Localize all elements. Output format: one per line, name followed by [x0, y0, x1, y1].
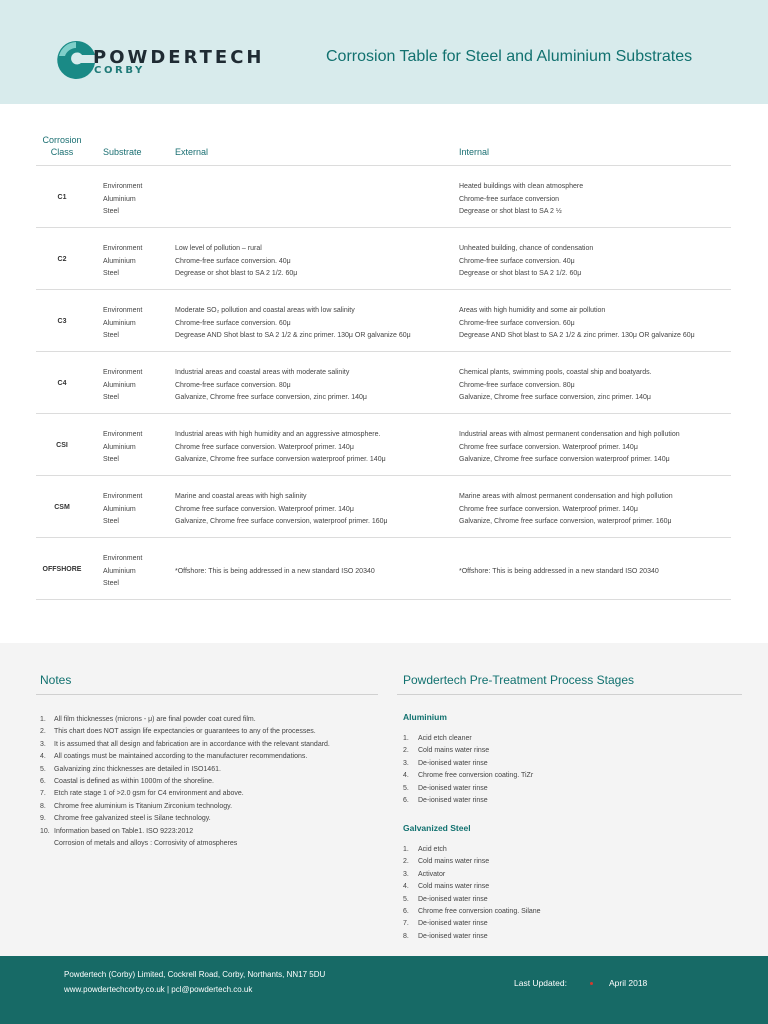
external-text: Low level of pollution – rural	[175, 245, 262, 252]
substrate-cell	[103, 553, 142, 591]
stage-text: De-ionised water rinse	[418, 759, 488, 767]
stages-title: Powdertech Pre-Treatment Process Stages	[403, 673, 634, 687]
substrate-label: Environment	[103, 555, 143, 562]
internal-cell	[459, 491, 731, 529]
internal-text: Chrome-free surface conversion. 80μ	[459, 381, 575, 389]
substrate-label: Aluminium	[103, 195, 136, 203]
list-item	[403, 931, 541, 943]
note-number: 8.	[40, 802, 46, 810]
note-number	[40, 838, 42, 850]
external-cell	[175, 305, 455, 343]
external-text: Moderate SO₂ pollution and coastal areas with low salinity	[175, 307, 355, 314]
external-text: Chrome-free surface conversion. 60μ	[175, 319, 291, 327]
internal-text: Galvanize, Chrome free surface conversion waterproof primer. 140μ	[459, 456, 670, 463]
internal-cell	[459, 367, 731, 405]
substrate-label: Aluminium	[103, 319, 136, 327]
corrosion-class: C1	[57, 194, 67, 201]
external-text: Marine and coastal areas with high salinity	[175, 493, 307, 500]
list-item	[403, 733, 533, 745]
stage-number: 3.	[403, 870, 409, 878]
logo-mark-icon	[55, 39, 97, 81]
stage-text: Chrome free conversion coating. TiZr	[418, 772, 534, 780]
galvanized-heading: Galvanized Steel	[403, 823, 471, 833]
list-item	[403, 770, 533, 782]
list-item	[403, 906, 541, 918]
stage-number: 7.	[403, 920, 409, 928]
note-text: It is assumed that all design and fabrication are in accordance with the relevant standard.	[54, 740, 330, 748]
list-item	[40, 739, 370, 751]
substrate-cell	[103, 181, 142, 219]
list-item	[403, 856, 541, 868]
stage-text: Cold mains water rinse	[418, 858, 490, 866]
internal-text: Areas with high humidity and some air pollution	[459, 307, 606, 314]
note-number: 7.	[40, 790, 46, 798]
note-number: 5.	[40, 765, 46, 773]
logo-wordmark: POWDERTECH	[93, 47, 265, 68]
stage-text: Activator	[418, 870, 446, 878]
list-item	[40, 801, 370, 813]
list-item	[40, 776, 370, 788]
internal-text: Chrome free surface conversion. Waterproof primer. 140μ	[459, 505, 638, 513]
notes-title: Notes	[40, 673, 72, 687]
substrate-cell	[103, 429, 142, 467]
stage-text: Cold mains water rinse	[418, 747, 490, 755]
stage-text: De-ionised water rinse	[418, 784, 488, 792]
internal-text: Degrease or shot blast to SA 2 ½	[459, 208, 562, 215]
corrosion-table	[36, 128, 731, 600]
external-text	[175, 206, 455, 219]
list-item	[40, 764, 370, 776]
external-text: Galvanize, Chrome free surface conversion, waterproof primer. 160μ	[175, 518, 388, 525]
substrate-label: Environment	[103, 245, 143, 252]
note-text: Chrome free aluminium is Titanium Zirconium technology.	[54, 802, 233, 810]
list-item	[40, 726, 370, 738]
page-header	[0, 0, 768, 104]
list-item	[403, 795, 533, 807]
substrate-label: Steel	[103, 208, 119, 215]
internal-text	[459, 578, 731, 591]
galvanized-stages-list	[403, 844, 541, 943]
list-item	[403, 881, 541, 893]
internal-text: Chrome-free surface conversion. 40μ	[459, 257, 575, 265]
note-text: All film thicknesses (microns - μ) are final powder coat cured film.	[54, 716, 256, 723]
external-text: Galvanize, Chrome free surface conversion, zinc primer. 140μ	[175, 394, 367, 401]
substrate-cell	[103, 491, 142, 529]
external-cell	[175, 181, 455, 219]
header-class-line1: Corrosion	[42, 135, 82, 145]
note-text: This chart does NOT assign life expectancies or guarantees to any of the processes.	[54, 728, 316, 736]
substrate-label: Environment	[103, 369, 143, 376]
list-item	[403, 869, 541, 881]
list-item	[403, 844, 541, 856]
header-internal: Internal	[459, 147, 490, 157]
external-text	[175, 553, 455, 566]
external-text	[175, 578, 455, 591]
note-text: Coastal is defined as within 1000m of the shoreline.	[54, 778, 214, 786]
external-text: Chrome-free surface conversion. 40μ	[175, 257, 291, 265]
stage-number: 4.	[403, 883, 409, 891]
header-substrate: Substrate	[103, 147, 142, 157]
substrate-cell	[103, 305, 142, 343]
internal-text: Chrome free surface conversion. Waterproof primer. 140μ	[459, 443, 638, 451]
corrosion-class: C3	[57, 318, 67, 325]
internal-cell	[459, 553, 731, 591]
stage-number: 5.	[403, 895, 409, 903]
external-cell	[175, 491, 455, 529]
stage-text: De-ionised water rinse	[418, 920, 488, 928]
stage-number: 5.	[403, 784, 409, 792]
list-item	[40, 714, 370, 726]
substrate-label: Steel	[103, 456, 119, 463]
internal-text: Unheated building, chance of condensation	[459, 245, 594, 252]
external-text: Degrease AND Shot blast to SA 2 1/2 & zinc primer. 130μ OR galvanize 60μ	[175, 332, 411, 339]
stage-number: 8.	[403, 932, 409, 940]
note-text: Information based on Table1. ISO 9223:2012	[54, 827, 194, 835]
substrate-label: Steel	[103, 270, 119, 277]
header-external: External	[175, 147, 209, 157]
page-title: Corrosion Table for Steel and Aluminium Substrates	[326, 48, 693, 65]
table-row	[36, 352, 731, 414]
stage-text: Chrome free conversion coating. Silane	[418, 908, 541, 916]
stage-text: Acid etch cleaner	[418, 735, 472, 742]
table-row	[36, 166, 731, 228]
list-item	[403, 918, 541, 930]
list-item	[403, 894, 541, 906]
stage-text: De-ionised water rinse	[418, 895, 488, 903]
external-text	[175, 181, 455, 194]
substrate-label: Environment	[103, 307, 143, 314]
list-item	[40, 838, 370, 850]
external-cell	[175, 429, 455, 467]
note-number: 4.	[40, 753, 46, 761]
aluminium-stages-list	[403, 733, 533, 807]
last-updated-date: April 2018	[609, 978, 648, 988]
external-text	[175, 194, 455, 207]
substrate-label: Aluminium	[103, 567, 136, 575]
list-item	[403, 745, 533, 757]
list-item	[403, 783, 533, 795]
header-corrosion-class	[36, 134, 88, 158]
table-row	[36, 476, 731, 538]
internal-text: *Offshore: This is being addressed in a new standard ISO 20340	[459, 567, 659, 575]
note-number: 6.	[40, 778, 46, 786]
internal-text: Galvanize, Chrome free surface conversion, zinc primer. 140μ	[459, 394, 651, 401]
list-item	[40, 813, 370, 825]
note-number: 10.	[40, 827, 50, 835]
external-text: Degrease or shot blast to SA 2 1/2. 60μ	[175, 270, 298, 277]
list-item	[40, 826, 370, 838]
table-row	[36, 538, 731, 600]
substrate-label: Steel	[103, 580, 119, 587]
internal-text: Chrome-free surface conversion	[459, 195, 559, 203]
note-text: All coatings must be maintained according to the manufacturer recommendations.	[54, 753, 308, 761]
internal-text: Industrial areas with almost permanent condensation and high pollution	[459, 431, 680, 438]
header-class-line2: Class	[50, 147, 74, 157]
stage-text: De-ionised water rinse	[418, 932, 488, 940]
substrate-label: Aluminium	[103, 381, 136, 389]
external-text: Industrial areas and coastal areas with moderate salinity	[175, 369, 350, 376]
stage-text: Cold mains water rinse	[418, 883, 490, 891]
substrate-label: Steel	[103, 518, 119, 525]
internal-cell	[459, 181, 731, 219]
note-number: 9.	[40, 815, 46, 823]
note-text: Galvanizing zinc thicknesses are detailed in ISO1461.	[54, 765, 221, 773]
external-text: Chrome free surface conversion. Waterproof primer. 140μ	[175, 443, 354, 451]
corrosion-class: CSM	[54, 504, 70, 511]
internal-text: Degrease AND Shot blast to SA 2 1/2 & zinc primer. 130μ OR galvanize 60μ	[459, 332, 695, 339]
divider	[397, 694, 742, 695]
company-address: Powdertech (Corby) Limited, Cockrell Road, Corby, Northants, NN17 5DU	[64, 970, 326, 979]
external-cell	[175, 553, 455, 591]
substrate-label: Aluminium	[103, 443, 136, 451]
stage-number: 6.	[403, 908, 409, 916]
internal-text: Degrease or shot blast to SA 2 1/2. 60μ	[459, 270, 582, 277]
internal-text: Galvanize, Chrome free surface conversion, waterproof primer. 160μ	[459, 518, 672, 525]
substrate-label: Steel	[103, 394, 119, 401]
external-cell	[175, 367, 455, 405]
stage-number: 3.	[403, 759, 409, 767]
stage-number: 2.	[403, 747, 409, 755]
page-footer	[0, 956, 768, 1024]
stage-text: De-ionised water rinse	[418, 797, 488, 805]
stage-number: 1.	[403, 846, 409, 853]
list-item	[40, 751, 370, 763]
list-item	[40, 788, 370, 800]
corrosion-class: OFFSHORE	[42, 566, 82, 573]
note-number: 3.	[40, 740, 46, 748]
external-text: Industrial areas with high humidity and an aggressive atmosphere.	[175, 431, 381, 438]
external-text: Galvanize, Chrome free surface conversion waterproof primer. 140μ	[175, 456, 386, 463]
external-text: Chrome free surface conversion. Waterproof primer. 140μ	[175, 505, 354, 513]
substrate-label: Environment	[103, 431, 143, 438]
substrate-label: Aluminium	[103, 505, 136, 513]
stage-number: 1.	[403, 735, 409, 742]
logo-subtitle: CORBY	[94, 65, 145, 76]
corrosion-class: C2	[57, 256, 67, 263]
notes-list	[40, 714, 370, 850]
note-text: Chrome free galvanized steel is Silane technology.	[54, 815, 211, 823]
aluminium-heading: Aluminium	[403, 712, 447, 722]
substrate-label: Environment	[103, 493, 143, 500]
internal-text: Heated buildings with clean atmosphere	[459, 183, 584, 190]
corrosion-class: C4	[57, 380, 67, 387]
note-number: 1.	[40, 716, 46, 723]
stage-text: Acid etch	[418, 846, 447, 853]
substrate-cell	[103, 367, 142, 405]
internal-cell	[459, 429, 731, 467]
note-text: Etch rate stage 1 of >2.0 gsm for C4 environment and above.	[54, 790, 244, 798]
internal-text: Chrome-free surface conversion. 60μ	[459, 319, 575, 327]
corrosion-class: CSI	[56, 442, 68, 449]
divider	[36, 694, 378, 695]
stage-number: 2.	[403, 858, 409, 866]
external-text: *Offshore: This is being addressed in a new standard ISO 20340	[175, 567, 375, 575]
internal-text: Marine areas with almost permanent condensation and high pollution	[459, 493, 673, 500]
internal-text: Chemical plants, swimming pools, coastal ship and boatyards.	[459, 369, 652, 376]
substrate-cell	[103, 243, 142, 281]
stage-number: 4.	[403, 772, 409, 780]
list-item	[403, 758, 533, 770]
internal-text	[459, 553, 731, 566]
contact-links[interactable]: www.powdertechcorby.co.uk | pcl@powdertech.co.uk	[64, 985, 253, 994]
last-updated-label: Last Updated:	[514, 978, 567, 988]
substrate-label: Steel	[103, 332, 119, 339]
internal-cell	[459, 305, 731, 343]
note-text: Corrosion of metals and alloys : Corrosivity of atmospheres	[54, 840, 238, 848]
table-row	[36, 228, 731, 290]
table-header	[36, 128, 731, 166]
table-row	[36, 414, 731, 476]
note-number: 2.	[40, 728, 46, 736]
internal-cell	[459, 243, 731, 281]
bullet-dot-icon	[590, 982, 593, 985]
substrate-label: Environment	[103, 183, 143, 190]
external-cell	[175, 243, 455, 281]
substrate-label: Aluminium	[103, 257, 136, 265]
table-row	[36, 290, 731, 352]
powdertech-logo	[55, 39, 285, 81]
external-text: Chrome-free surface conversion. 80μ	[175, 381, 291, 389]
stage-number: 6.	[403, 797, 409, 805]
